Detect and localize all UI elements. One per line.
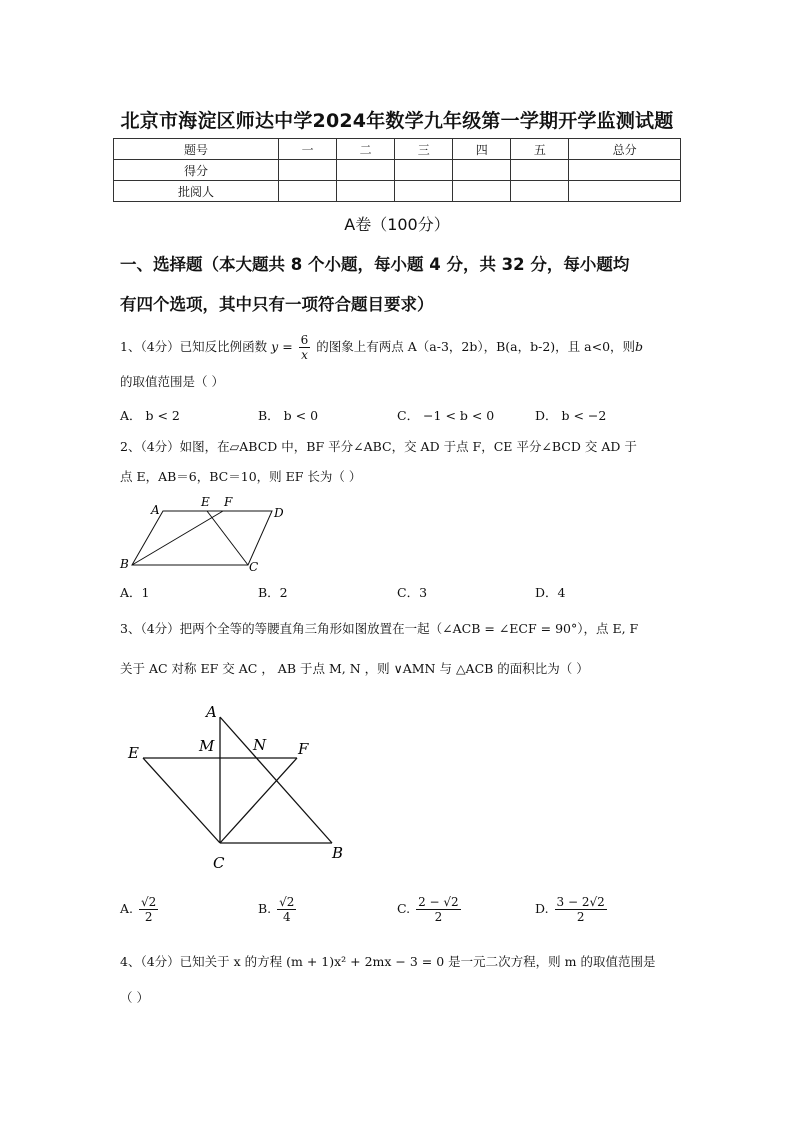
label-b: B xyxy=(332,844,344,862)
score-table xyxy=(113,138,681,202)
math-expr: y = xyxy=(271,339,293,354)
table-row xyxy=(114,181,681,202)
fraction: $\frac{2 - √2}{2}$ xyxy=(418,895,459,924)
option-b[interactable]: B. $\frac{√2}{4}$ xyxy=(258,895,295,924)
table-cell[interactable] xyxy=(279,181,337,202)
page-title: 北京市海淀区师达中学2024年数学九年级第一学期开学监测试题 xyxy=(120,110,674,132)
label-b: B xyxy=(120,557,129,571)
label-e: E xyxy=(201,495,210,509)
option-c[interactable]: C. $\frac{2 - √2}{2}$ xyxy=(397,895,459,924)
table-cell[interactable] xyxy=(453,160,511,181)
parallelogram-figure xyxy=(115,494,295,576)
table-cell[interactable] xyxy=(453,181,511,202)
option-a[interactable]: A． b < 2 xyxy=(120,408,180,423)
option-b[interactable]: B．2 xyxy=(258,585,288,600)
option-d[interactable]: D．4 xyxy=(535,585,566,600)
label-f: F xyxy=(298,740,309,758)
label-c: C xyxy=(213,854,225,872)
table-cell: 得分 xyxy=(114,160,279,181)
question-text: 1、（4分）已知反比例函数 xyxy=(120,339,268,354)
table-cell: 二 xyxy=(337,139,395,160)
table-cell: 总分 xyxy=(569,139,681,160)
question-1: 1、（4分）已知反比例函数 y = $\frac{6}{x}$ 的图象上有两点 A（a-3，2b），B(a，b-2)，且 a<0，则b xyxy=(120,333,644,362)
option-a[interactable]: A．1 xyxy=(120,585,150,600)
label-f: F xyxy=(224,495,233,509)
question-1-options xyxy=(120,406,680,426)
volume-heading: A卷（100分） xyxy=(344,215,450,234)
table-cell[interactable] xyxy=(337,181,395,202)
question-4-line1: 4、（4分）已知关于 x 的方程 (m + 1)x² + 2mx − 3 = 0 是一元二次方程，则 m 的取值范围是 xyxy=(120,954,656,969)
fraction: $\frac{6}{x}$ xyxy=(300,333,309,362)
question-4-line2: （ ） xyxy=(120,990,149,1005)
table-cell: 题号 xyxy=(114,139,279,160)
table-cell[interactable] xyxy=(279,160,337,181)
section-heading-line2: 有四个选项，其中只有一项符合题目要求） xyxy=(120,295,434,314)
option-d[interactable]: D. $\frac{3 - 2√2}{2}$ xyxy=(535,895,605,924)
table-cell[interactable] xyxy=(511,160,569,181)
line-ec xyxy=(143,758,220,843)
table-cell[interactable] xyxy=(569,160,681,181)
question-2-line2: 点 E，AB＝6，BC＝10，则 EF 长为（ ） xyxy=(120,469,362,484)
fraction: $\frac{√2}{2}$ xyxy=(141,895,157,924)
table-cell: 五 xyxy=(511,139,569,160)
triangles-figure xyxy=(120,700,360,875)
question-3-line1: 3、（4分）把两个全等的等腰直角三角形如图放置在一起（∠ACB = ∠ECF = 90°），点 E, F xyxy=(120,621,639,636)
option-b[interactable]: B． b < 0 xyxy=(258,408,319,423)
question-2-options xyxy=(120,583,680,603)
question-3-line2: 关于 AC 对称 EF 交 AC ， AB 于点 M, N ，则 ∨AMN 与 △ACB 的面积比为（ ） xyxy=(120,661,589,676)
question-text: 的图象上有两点 A（a-3，2b），B(a，b-2)，且 a<0，则 xyxy=(316,339,636,354)
option-a[interactable]: A. $\frac{√2}{2}$ xyxy=(120,895,157,924)
table-cell: 三 xyxy=(395,139,453,160)
option-d[interactable]: D． b < −2 xyxy=(535,408,607,423)
label-a: A xyxy=(151,503,160,517)
fraction: $\frac{√2}{4}$ xyxy=(279,895,295,924)
table-row xyxy=(114,139,681,160)
line-fc xyxy=(220,758,297,843)
table-cell[interactable] xyxy=(395,181,453,202)
section-heading-line1: 一、选择题（本大题共 8 个小题，每小题 4 分，共 32 分，每小题均 xyxy=(120,255,630,274)
label-e: E xyxy=(128,744,139,762)
line-ce xyxy=(207,511,248,565)
label-m: M xyxy=(199,737,215,755)
label-c: C xyxy=(249,560,259,574)
table-cell[interactable] xyxy=(395,160,453,181)
label-n: N xyxy=(253,736,267,754)
question-2-line1: 2、（4分）如图，在▱ABCD 中，BF 平分∠ABC，交 AD 于点 F，CE 平分∠BCD 交 AD 于 xyxy=(120,439,637,454)
line-bf xyxy=(132,511,223,565)
option-c[interactable]: C．3 xyxy=(397,585,428,600)
parallelogram-abcd xyxy=(132,511,272,565)
table-cell: 一 xyxy=(279,139,337,160)
table-cell[interactable] xyxy=(569,181,681,202)
label-d: D xyxy=(274,506,284,520)
question-3-options xyxy=(120,895,680,935)
label-a: A xyxy=(206,703,217,721)
table-row xyxy=(114,160,681,181)
table-cell: 批阅人 xyxy=(114,181,279,202)
table-cell[interactable] xyxy=(337,160,395,181)
table-cell: 四 xyxy=(453,139,511,160)
option-c[interactable]: C． −1 < b < 0 xyxy=(397,408,495,423)
fraction: $\frac{3 - 2√2}{2}$ xyxy=(556,895,605,924)
table-cell[interactable] xyxy=(511,181,569,202)
question-1-line2: 的取值范围是（ ） xyxy=(120,374,224,389)
